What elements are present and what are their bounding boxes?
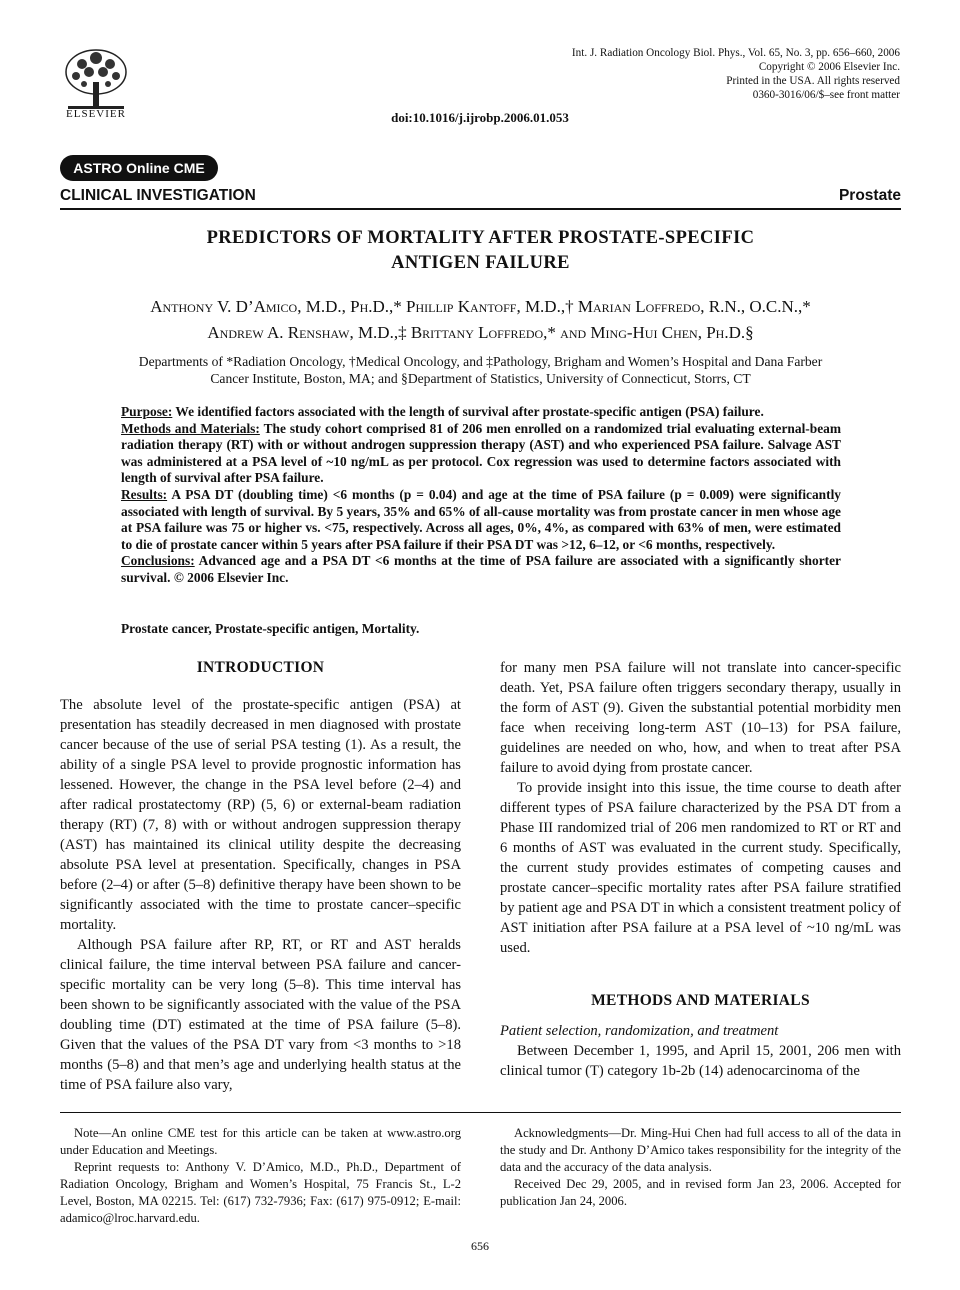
topic-label: Prostate: [838, 187, 901, 204]
publisher-name: ELSEVIER: [66, 108, 126, 120]
methods-subheading: Patient selection, randomization, and treatment: [500, 1023, 779, 1039]
conclusions-label: Conclusions:: [121, 553, 195, 569]
methods-heading: METHODS AND MATERIALS: [591, 992, 810, 1009]
abstract-purpose: [121, 404, 841, 421]
results-text: A PSA DT (doubling time) <6 months (p = 0.04) and age at the time of PSA failure (p = 0.009) were significantly associated with length of survival. By 5 years, 35% and 65% of all-cause mortality was from prostate cancer in men whose age at PSA failure was 75 or higher vs. <75, respectively. Across all ages, 0%, 4%, as compared with 63% of men, were estimated to die of prostate cancer within 5 years after PSA failure if their PSA DT was >12, 6–12, or <6 months, respectively.: [121, 486, 841, 552]
affiliation-line-2: Cancer Institute, Boston, MA; and §Department of Statistics, University of Connecticut, Storrs, CT: [210, 371, 751, 386]
section-bar: [60, 186, 901, 210]
acknowledgments: Acknowledgments—Dr. Ming-Hui Chen had full access to all of the data in the study and Dr. Anthony D’Amico takes responsibility for the integrity of the data and the accuracy of the data analysis.: [500, 1126, 901, 1174]
left-footnotes: [60, 1125, 461, 1227]
right-footnotes: [500, 1125, 901, 1210]
journal-info: [480, 46, 900, 102]
title-line-2: ANTIGEN FAILURE: [391, 253, 570, 273]
abstract: [121, 404, 841, 587]
footnote-rule: [60, 1112, 901, 1113]
right-column: [500, 658, 901, 1081]
cme-note: Note—An online CME test for this article can be taken at www.astro.org under Education and Meetings.: [60, 1126, 461, 1157]
authors-line-1: Anthony V. D’Amico, M.D., Ph.D.,* Phillip Kantoff, M.D.,† Marian Loffredo, R.N., O.C.N.,*: [150, 297, 811, 316]
author-list: [60, 294, 901, 346]
issn-line: 0360-3016/06/$–see front matter: [752, 89, 900, 101]
keywords: Prostate cancer, Prostate-specific antigen, Mortality.: [121, 621, 420, 636]
left-column: [60, 658, 461, 1095]
affiliation-line-1: Departments of *Radiation Oncology, †Medical Oncology, and ‡Pathology, Brigham and Women’s Hospital and Dana Farber: [138, 354, 823, 369]
received-dates: Received Dec 29, 2005, and in revised form Jan 23, 2006. Accepted for publication Jan 24, 2006.: [500, 1177, 901, 1208]
page-number: 656: [471, 1239, 489, 1253]
right-paragraph-2: To provide insight into this issue, the time course to death after different types of PSA failure characterized by the PSA DT from a Phase III randomized trial of 206 men randomized to RT or RT and 6 months of AST was evaluated in the current study. Specifically, the current study provides estimates of competing causes and prostate cancer–specific mortality rates after PSA failure stratified by patient age and PSA DT in which a consistent treatment policy of AST initiation after PSA failure at a PSA level of ~10 ng/mL was used.: [500, 780, 901, 956]
printed-line: Printed in the USA. All rights reserved: [726, 75, 900, 87]
authors-line-2: Andrew A. Renshaw, M.D.,‡ Brittany Loffredo,* and Ming-Hui Chen, Ph.D.§: [207, 323, 754, 342]
results-label: Results:: [121, 486, 168, 502]
purpose-label: Purpose:: [121, 404, 173, 419]
abstract-methods: [121, 421, 841, 487]
doi: doi:10.1016/j.ijrobp.2006.01.053: [391, 110, 569, 125]
conclusions-text: Advanced age and a PSA DT <6 months at the time of PSA failure are associated with a significantly shorter survival. © 2006 Elsevier Inc.: [121, 553, 841, 585]
methods-paragraph-1: Between December 1, 1995, and April 15, 2001, 206 men with clinical tumor (T) category 1b-2b (14) adenocarcinoma of the: [500, 1043, 901, 1079]
intro-paragraph-1: The absolute level of the prostate-specific antigen (PSA) at presentation has steadily decreased in men diagnosed with prostate cancer because of the use of serial PSA testing (1). As a result, the ability of a single PSA level to provide prognostic information has lessened. However, the change in the PSA level before (2–4) and after radical prostatectomy (RP) (5, 6) or external-beam radiation therapy (RT) (7, 8) with or without androgen suppression therapy (AST) has maintained its clinical utility despite the decreasing absolute PSA level at presentation. Specifically, changes in PSA before (2–4) or after (5–8) definitive therapy have been shown to be significantly associated with the time to prostate cancer–specific mortality.: [60, 697, 461, 933]
cme-badge: ASTRO Online CME: [60, 155, 218, 181]
journal-citation: Int. J. Radiation Oncology Biol. Phys., Vol. 65, No. 3, pp. 656–660, 2006: [571, 47, 900, 59]
purpose-text: We identified factors associated with the length of survival after prostate-specific antigen (PSA) failure.: [172, 404, 764, 419]
section-label: CLINICAL INVESTIGATION: [60, 187, 256, 204]
right-paragraph-1: for many men PSA failure will not translate into cancer-specific death. Yet, PSA failure often triggers secondary therapy, usually in the form of AST (9). Given the substantial potential morbidity men face when receiving long-term AST (10–13) for PSA failure, guidelines are needed on who, how, and when to treat after PSA failure to avoid dying from prostate cancer.: [500, 660, 901, 776]
copyright-line: Copyright © 2006 Elsevier Inc.: [758, 61, 900, 73]
methods-text: The study cohort comprised 81 of 206 men enrolled on a randomized trial evaluating external-beam radiation therapy (RT) with or without androgen suppression therapy (AST) and who experienced PSA failure. Salvage AST was administered at a PSA level of ~10 ng/mL as per protocol. Cox regression was used to determine factors associated with length of survival after PSA failure.: [121, 420, 841, 486]
abstract-results: [121, 487, 841, 553]
intro-paragraph-2: Although PSA failure after RP, RT, or RT and AST heralds clinical failure, the time interval between PSA failure and cancer-specific mortality can be very long (5–8). This time interval has been shown to be significantly associated with the value of the PSA doubling time (DT) estimated at the time of PSA failure (5–8). Given that the values of the PSA DT vary from <3 months to >18 months (5–8) and that men’s age and underlying health status at the time of PSA failure also vary,: [60, 937, 461, 1093]
abstract-conclusions: [121, 553, 841, 586]
article-title: [60, 226, 901, 276]
intro-heading: INTRODUCTION: [196, 659, 325, 676]
methods-label: Methods and Materials:: [121, 420, 260, 436]
affiliations: [60, 353, 901, 387]
title-line-1: PREDICTORS OF MORTALITY AFTER PROSTATE-SPECIFIC: [206, 228, 755, 248]
reprint-requests: Reprint requests to: Anthony V. D’Amico, M.D., Ph.D., Department of Radiation Oncology, Brigham and Women’s Hospital, 75 Francis St., L-2 Level, Boston, MA 02215. Tel: (617) 732-7936; Fax: (617) 975-0912; E-mail: adamico@lroc.harvard.edu.: [60, 1160, 461, 1225]
